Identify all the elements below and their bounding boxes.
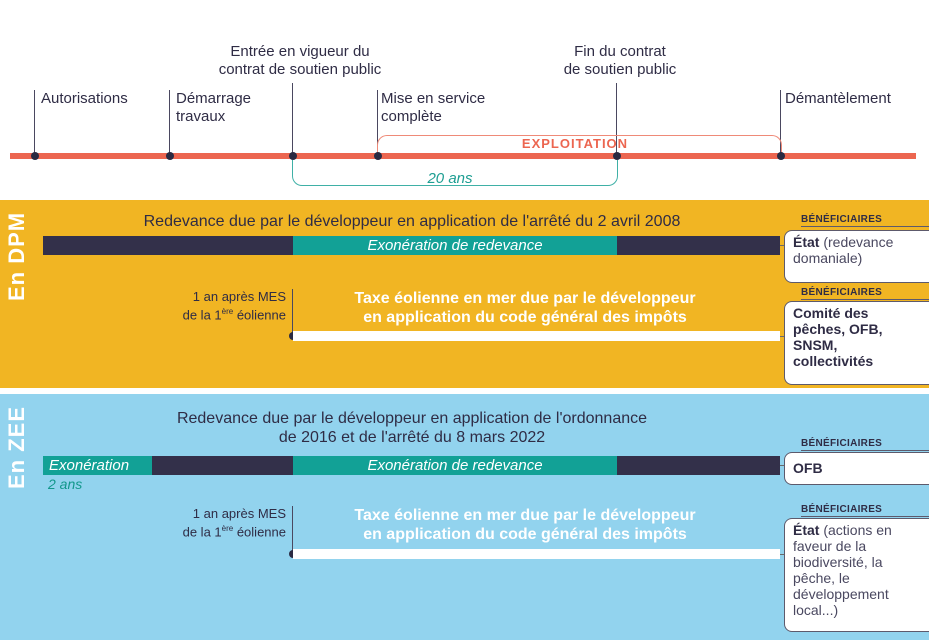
zee-beneficiary-2-name: État: [793, 522, 820, 538]
milestone-demantelement-label: Démantèlement: [785, 90, 891, 107]
zee-redevance-line1: Redevance due par le développeur en application de l'ordonnance: [176, 410, 648, 427]
dpm-beneficiaries-box-2: [784, 301, 929, 385]
milestone-dot-icon: [613, 152, 621, 160]
milestone-fin-line1: Fin du contrat: [574, 43, 666, 60]
zee-redevance-line2: de 2016 et de l'arrêté du 8 mars 2022: [278, 429, 546, 446]
dpm-mes-label: [150, 289, 286, 322]
dpm-beneficiaries-title-2: BÉNÉFICIAIRES: [801, 287, 929, 300]
zone-zee-title: En ZEE: [4, 406, 29, 490]
dpm-tax-bar: [293, 331, 780, 341]
zone-dpm-title: En DPM: [4, 212, 29, 302]
dpm-beneficiary-1-detail: (redevance domaniale): [793, 234, 894, 266]
zee-exoneration-short-bar: Exonération: [43, 456, 152, 475]
dpm-exoneration-bar: Exonération de redevance: [293, 236, 617, 255]
zee-tax-bar: [293, 549, 780, 559]
milestone-autorisations-label: Autorisations: [41, 90, 128, 107]
zee-beneficiary-1-name: OFB: [793, 460, 823, 476]
zee-mes-line1: 1 an après MES: [192, 506, 286, 521]
dpm-redevance-bar-due: [43, 236, 293, 255]
tick-demarrage: [169, 90, 170, 156]
zee-redevance-bar-due: [152, 456, 293, 475]
dpm-tax-line1: Taxe éolienne en mer due par le développeur: [354, 290, 696, 307]
duration-label: 20 ans: [427, 170, 473, 187]
zee-exoneration-duration: 2 ans: [48, 476, 83, 492]
zee-exoneration-bar: Exonération de redevance: [293, 456, 617, 475]
dpm-beneficiary-1-name: État: [793, 234, 820, 250]
dpm-tax-line2: en application du code général des impôts: [363, 309, 687, 326]
milestone-dot-icon: [777, 152, 785, 160]
zee-mes-line2: de la 1ère éolienne: [182, 524, 286, 540]
zee-beneficiaries-box-1: [784, 452, 929, 485]
dpm-mes-line2: de la 1ère éolienne: [182, 307, 286, 323]
zee-beneficiaries-box-2: [784, 518, 929, 632]
tick-autorisations: [34, 90, 35, 156]
zee-mes-label: [150, 506, 286, 539]
zee-beneficiaries-title-2: BÉNÉFICIAIRES: [801, 504, 929, 517]
milestone-dot-icon: [374, 152, 382, 160]
dpm-beneficiaries-title-1: BÉNÉFICIAIRES: [801, 214, 929, 227]
dpm-redevance-bar-due-after: [617, 236, 780, 255]
milestone-dot-icon: [166, 152, 174, 160]
milestone-demarrage-line1: Démarrage: [176, 90, 252, 107]
zone-zee: [0, 394, 929, 640]
milestone-demarrage-line2: travaux: [176, 108, 226, 125]
milestone-mise-en-service-label: [381, 90, 485, 126]
tick-entree-vigueur: [292, 83, 293, 156]
milestone-entree-line1: Entrée en vigueur du: [230, 43, 370, 60]
milestone-dot-icon: [289, 152, 297, 160]
milestone-demarrage-label: [176, 90, 251, 126]
dpm-redevance-heading: Redevance due par le développeur en application de l'arrêté du 2 avril 2008: [143, 213, 681, 230]
milestone-entree-vigueur-label: [190, 43, 410, 79]
zee-tax-line1: Taxe éolienne en mer due par le développeur: [354, 507, 696, 524]
exploitation-label: EXPLOITATION: [521, 136, 629, 151]
zee-mes-tick: [292, 506, 293, 554]
dpm-mes-line1: 1 an après MES: [192, 289, 286, 304]
milestone-mes-line1: Mise en service: [381, 90, 486, 107]
zee-tax-line2: en application du code général des impôts: [363, 526, 687, 543]
zee-beneficiary-2-detail: (actions en faveur de la biodiversité, la pêche, le développement local...): [793, 522, 892, 618]
zee-beneficiaries-title-1: BÉNÉFICIAIRES: [801, 438, 929, 451]
dpm-tax-heading: [300, 289, 750, 327]
milestone-dot-icon: [31, 152, 39, 160]
milestone-entree-line2: contrat de soutien public: [218, 61, 382, 78]
milestone-fin-line2: de soutien public: [563, 61, 677, 78]
zee-redevance-bar-due-after: [617, 456, 780, 475]
zee-redevance-heading: [44, 409, 780, 447]
dpm-beneficiaries-box-1: [784, 230, 929, 283]
zone-dpm: [0, 200, 929, 388]
dpm-mes-tick: [292, 289, 293, 337]
zee-tax-heading: [300, 506, 750, 544]
milestone-fin-contrat-label: [540, 43, 700, 79]
milestone-mes-line2: complète: [381, 108, 442, 125]
dpm-beneficiary-2-name: Comité des pêches, OFB, SNSM, collectivités: [793, 305, 883, 369]
